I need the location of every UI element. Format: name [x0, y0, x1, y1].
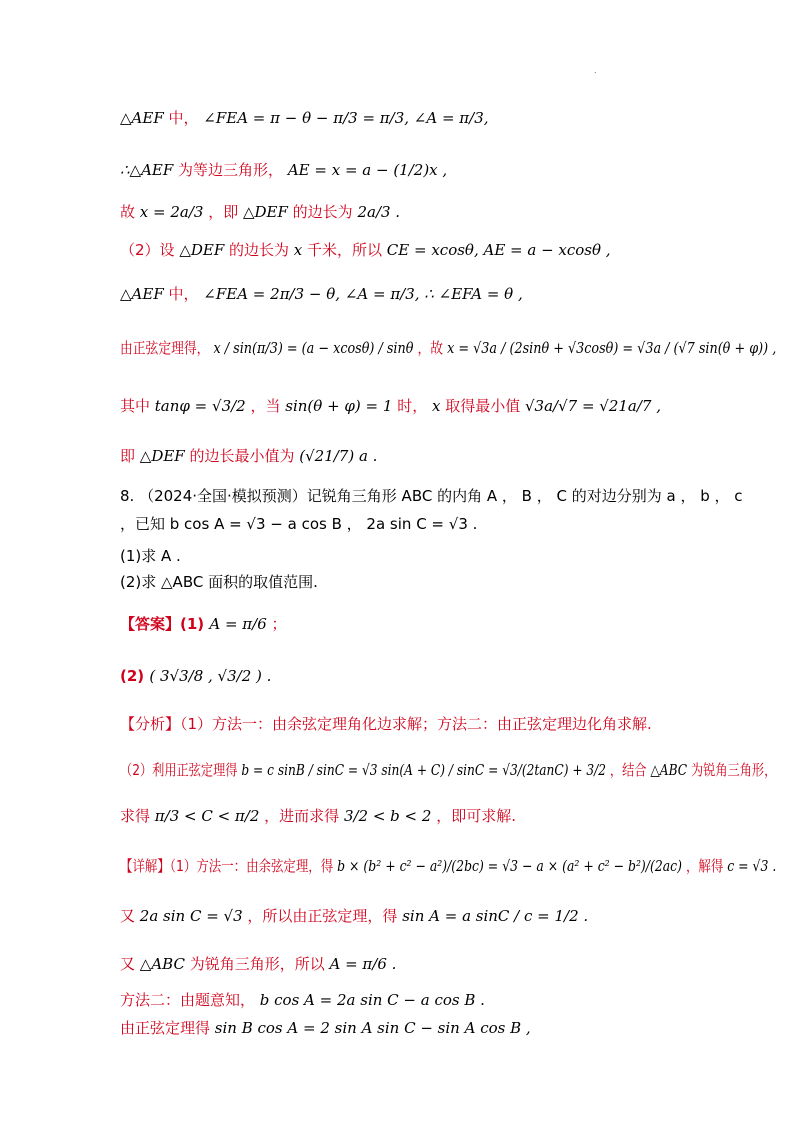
- text-segment: ，已知 b cos A = √3 − a cos B ， 2a sin C = √3 .: [120, 515, 478, 533]
- math-segment: △DEF: [139, 447, 185, 465]
- math-segment: x / sin(π/3) = (a − xcosθ) / sinθ: [213, 339, 414, 357]
- text-segment: 故: [120, 203, 140, 221]
- text-segment: ，即: [203, 203, 243, 221]
- problem-part: [120, 572, 318, 592]
- text-segment: (2)求 △ABC 面积的取值范围.: [120, 573, 318, 591]
- detail-line: [120, 990, 485, 1010]
- math-segment: sin A = a sinC / c = 1/2 .: [402, 907, 589, 925]
- math-segment: AE = x = a − (1/2)x ,: [287, 161, 448, 179]
- text-segment: (2): [120, 667, 150, 685]
- corner-mark: .: [594, 66, 597, 75]
- math-segment: b = c sinB / sinC = √3 sin(A + C) / sinC = √3/(2tanC) + 3/2: [241, 761, 607, 779]
- text-segment: 由正弦定理得，: [120, 339, 214, 357]
- text-segment: 又: [120, 907, 140, 925]
- detail-line: [120, 1018, 531, 1038]
- math-segment: ( 3√3/8 , √3/2 ) .: [149, 667, 272, 685]
- math-segment: (√21/7) a .: [299, 447, 378, 465]
- math-segment: π/3 < C < π/2: [154, 807, 260, 825]
- text-segment: 为锐角三角形，: [687, 761, 777, 779]
- text-segment: ，故: [413, 339, 448, 357]
- math-segment: △DEF: [242, 203, 288, 221]
- math-segment: c = √3 .: [727, 857, 777, 875]
- answer-line: [120, 614, 287, 634]
- text-segment: 的边长为: [287, 203, 358, 221]
- text-segment: 【详解】（1）方法一：由余弦定理，得: [120, 857, 338, 875]
- text-segment: △AEF: [120, 285, 164, 303]
- solution-line: [120, 338, 776, 358]
- math-segment: b cos A = 2a sin C − a cos B .: [259, 991, 485, 1009]
- math-segment: 2a sin C = √3: [139, 907, 243, 925]
- math-segment: △ABC: [139, 955, 185, 973]
- math-segment: △DEF: [179, 241, 225, 259]
- problem-statement: [120, 486, 743, 506]
- text-segment: 【分析】（1）方法一：由余弦定理角化边求解；方法二：由正弦定理边化角求解.: [120, 715, 652, 733]
- text-segment: ，解得: [681, 857, 728, 875]
- math-segment: √3a/√7 = √21a/7 ,: [524, 397, 662, 415]
- text-segment: 千米，所以: [302, 241, 387, 259]
- text-segment: 又: [120, 955, 140, 973]
- text-segment: 的边长最小值为: [184, 447, 300, 465]
- text-segment: ，所以由正弦定理，得: [242, 907, 403, 925]
- text-segment: 方法二：由题意知，: [120, 991, 260, 1009]
- math-segment: x = 2a/3: [139, 203, 204, 221]
- text-segment: 为锐角三角形，所以: [184, 955, 330, 973]
- math-segment: A = π/6 .: [329, 955, 397, 973]
- math-segment: sin B cos A = 2 sin A sin C − sin A cos B ,: [214, 1019, 531, 1037]
- analysis-line: [120, 760, 776, 780]
- text-segment: ，结合: [606, 761, 651, 779]
- text-segment: 8. （2024·全国·模拟预测）记锐角三角形 ABC 的内角 A ， B ， C 的对边分别为 a ， b ， c: [120, 487, 743, 505]
- math-segment: b × (b² + c² − a²)/(2bc) = √3 − a × (a² + c² − b²)/(2ac): [337, 857, 682, 875]
- math-segment: A = π/6: [209, 615, 267, 633]
- math-segment: 3/2 < b < 2: [343, 807, 432, 825]
- text-segment: 求得: [120, 807, 155, 825]
- text-segment: ∴△AEF: [120, 161, 179, 179]
- solution-line: [120, 396, 661, 416]
- math-segment: tanφ = √3/2: [154, 397, 246, 415]
- solution-line: [120, 240, 611, 260]
- text-segment: ，当: [245, 397, 286, 415]
- text-segment: ，进而求得: [259, 807, 344, 825]
- text-segment: 由正弦定理得: [120, 1019, 215, 1037]
- text-segment: 中，: [163, 109, 204, 127]
- math-segment: ∠FEA = 2π/3 − θ, ∠A = π/3, ∴ ∠EFA = θ ,: [203, 285, 523, 303]
- text-segment: 的边长为: [224, 241, 294, 259]
- text-segment: 时，: [392, 397, 432, 415]
- text-segment: 即: [120, 447, 140, 465]
- detail-line: [120, 856, 776, 876]
- math-segment: △ABC: [650, 761, 688, 779]
- math-segment: CE = xcosθ, AE = a − xcosθ ,: [386, 241, 611, 259]
- text-segment: 【答案】(1): [120, 615, 210, 633]
- detail-line: [120, 954, 396, 974]
- solution-line: [120, 108, 489, 128]
- solution-line: [120, 446, 377, 466]
- text-segment: (1)求 A .: [120, 547, 181, 565]
- text-segment: ，即可求解.: [431, 807, 516, 825]
- math-segment: x: [293, 241, 303, 259]
- text-segment: （2）利用正弦定理得: [120, 761, 242, 779]
- solution-line: [120, 284, 523, 304]
- math-segment: x: [431, 397, 441, 415]
- answer-line: [120, 666, 271, 686]
- analysis-line: [120, 806, 516, 826]
- analysis-line: [120, 714, 652, 734]
- problem-statement: [120, 514, 477, 534]
- text-segment: 中，: [163, 285, 204, 303]
- math-segment: x = √3a / (2sinθ + √3cosθ) = √3a / (√7 sin(θ + φ)) ,: [447, 339, 777, 357]
- text-segment: （2）设: [120, 241, 180, 259]
- solution-line: [120, 202, 400, 222]
- math-segment: sin(θ + φ) = 1: [285, 397, 393, 415]
- text-segment: △AEF: [120, 109, 164, 127]
- math-segment: 2a/3 .: [357, 203, 401, 221]
- math-segment: ∠FEA = π − θ − π/3 = π/3, ∠A = π/3,: [203, 109, 489, 127]
- text-segment: ；: [266, 615, 287, 633]
- text-segment: 为等边三角形，: [178, 161, 288, 179]
- text-segment: 取得最小值: [440, 397, 525, 415]
- detail-line: [120, 906, 588, 926]
- solution-line: [120, 160, 447, 180]
- problem-part: [120, 546, 181, 566]
- text-segment: 其中: [120, 397, 155, 415]
